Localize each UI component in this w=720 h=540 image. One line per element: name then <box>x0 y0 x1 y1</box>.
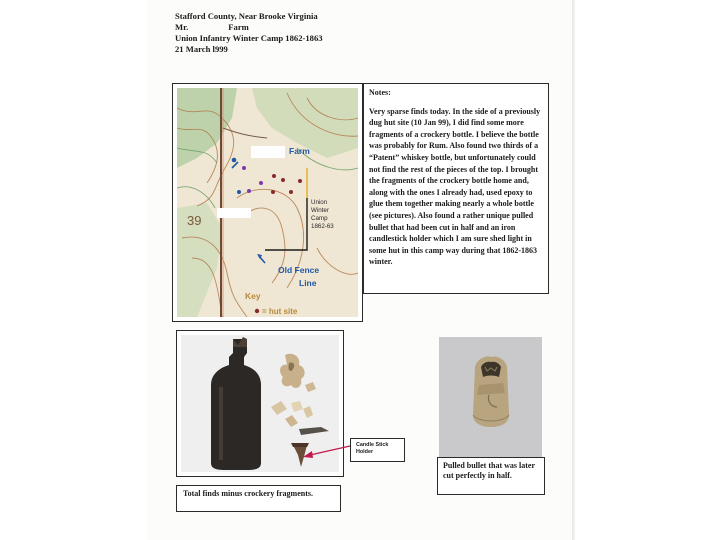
finds-caption: Total finds minus crockery fragments. <box>176 485 341 512</box>
header-date: 21 March l999 <box>175 44 228 54</box>
hut-site-marker <box>298 179 302 183</box>
document-header <box>175 11 323 55</box>
header-camp: Union Infantry Winter Camp 1862-1863 <box>175 33 323 43</box>
blue-marker <box>232 158 237 163</box>
candle-holder-callout: Candle Stick Holder <box>350 438 405 462</box>
map-label-farm: Farm <box>289 146 310 156</box>
purple-marker <box>247 189 251 193</box>
blue-marker <box>237 190 241 194</box>
header-location: Stafford County, Near Brooke Virginia <box>175 11 318 21</box>
header-owner <box>175 22 323 33</box>
purple-marker <box>242 166 246 170</box>
bullet-photo <box>439 337 542 458</box>
map-camp-line: Winter <box>311 207 329 214</box>
notes-body: Very sparse finds today. In the side of a previously dug hut site (10 Jan 99), I did find some more fragments of a crockery bottle. I believe the bottle was probably for Rum. Also found two thirds of a “Patent” whiskey bottle, but unfortunately could not find the rest of the pieces of the top. I brought the fragments of the crockery bottle home and, along with the ones I already had, used epoxy to glue them together making nearly a whole bottle (see pictures). Also found a rather unique pulled bullet that had been cut in half and an iron candlestick holder which I am sure shed light in some hut in this camp way during that 1862-1863 winter. <box>369 106 541 267</box>
map-key-label: Key <box>245 291 261 301</box>
page-edge <box>572 0 575 540</box>
header-farm-name: Farm <box>228 22 249 32</box>
map-contour-number: 39 <box>187 213 202 228</box>
bullet-caption: Pulled bullet that was later cut perfectly in half. <box>437 457 545 495</box>
map-camp-line: Camp <box>311 215 328 222</box>
hut-site-marker <box>289 190 293 194</box>
hut-site-marker <box>272 174 276 178</box>
pulled-bullet <box>473 356 509 427</box>
purple-marker <box>259 181 263 185</box>
map-erased-patch <box>251 146 285 158</box>
map-erased-patch <box>217 208 251 218</box>
notes-title: Notes: <box>369 88 391 97</box>
header-mr-label: Mr. <box>175 22 189 32</box>
candle-arrow <box>300 440 355 464</box>
map-camp-line: 1862-63 <box>311 223 334 230</box>
map-camp-line: Union <box>311 199 328 206</box>
bullet-photo-svg <box>439 337 542 458</box>
topographic-map <box>177 88 358 317</box>
map-label-fence: Old Fence <box>278 265 320 275</box>
map-key-marker <box>255 309 259 313</box>
map-key-item: = hut site <box>262 307 298 316</box>
notes-box <box>363 83 549 294</box>
hut-site-marker <box>271 190 275 194</box>
hut-site-marker <box>281 178 285 182</box>
map-frame <box>172 83 363 322</box>
map-label-fence-line: Line <box>299 278 317 288</box>
map-svg <box>177 88 358 317</box>
